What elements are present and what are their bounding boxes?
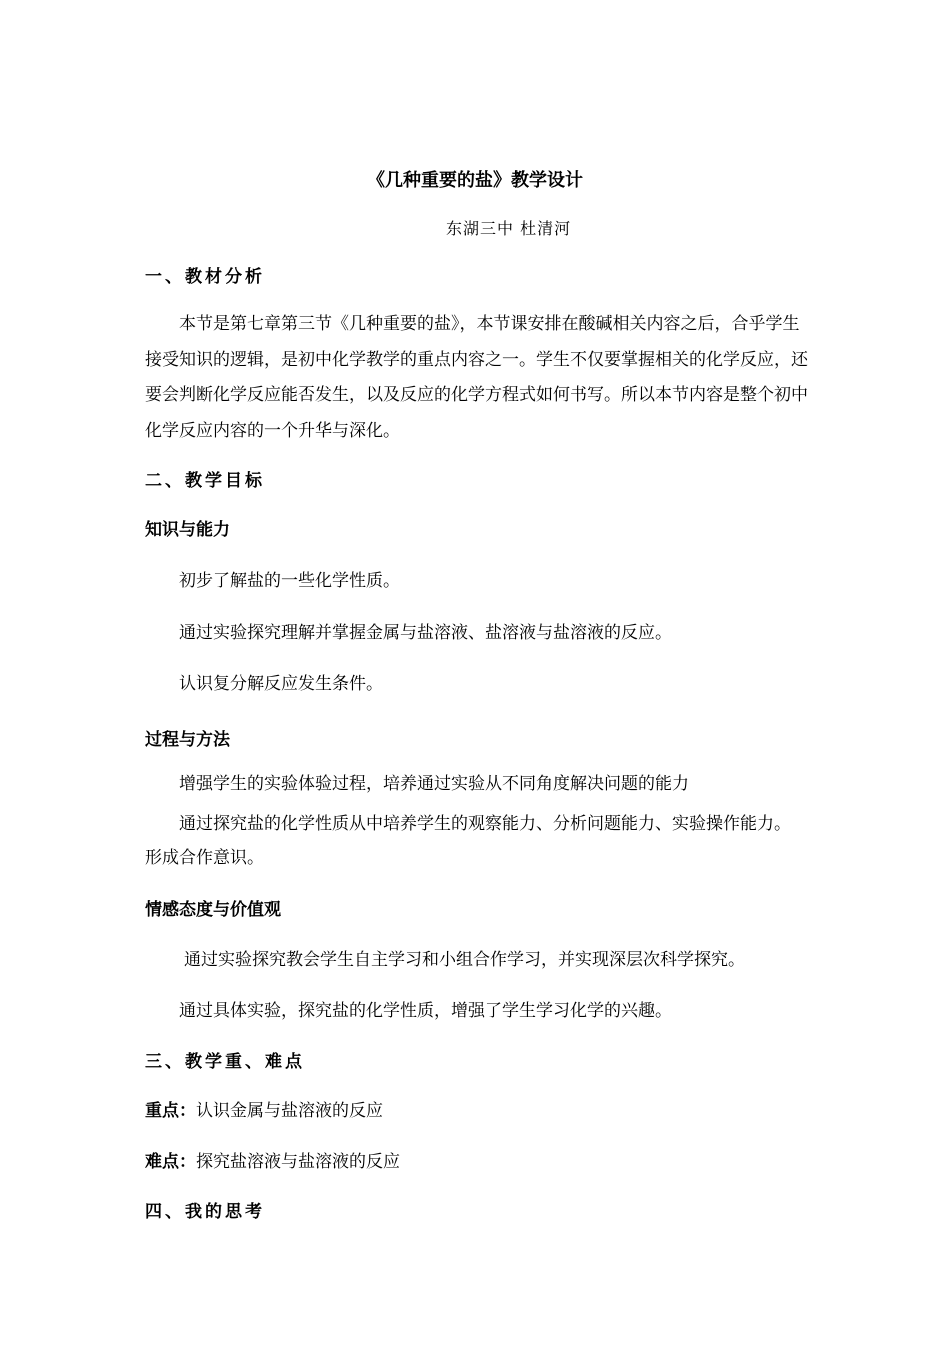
subheading-emotion: 情感态度与价值观 xyxy=(145,900,281,920)
section-heading-reflection: 四、我的思考 xyxy=(145,1202,265,1222)
knowledge-item-1: 初步了解盐的一些化学性质。 xyxy=(179,571,400,591)
emotion-item-1: 通过实验探究教会学生自主学习和小组合作学习，并实现深层次科学探究。 xyxy=(184,950,745,970)
knowledge-item-2: 通过实验探究理解并掌握金属与盐溶液、盐溶液与盐溶液的反应。 xyxy=(179,623,672,643)
section-heading-key-points: 三、教学重、难点 xyxy=(145,1052,305,1072)
process-item-1: 增强学生的实验体验过程，培养通过实验从不同角度解决问题的能力 xyxy=(179,774,689,794)
knowledge-item-3: 认识复分解反应发生条件。 xyxy=(179,674,383,694)
analysis-paragraph: 本节是第七章第三节《几种重要的盐》，本节课安排在酸碱相关内容之后，合乎学生接受知识的逻辑，是初中化学教学的重点内容之一。学生不仅要掌握相关的化学反应，还要会判断化学反应能否发生，以及反应的化学方程式如何书写。所以本节内容是整个初中化学反应内容的一个升华与深化。 xyxy=(145,314,808,441)
difficulty-label: 难点： xyxy=(145,1152,196,1172)
difficulty-line xyxy=(145,1151,400,1173)
subheading-knowledge: 知识与能力 xyxy=(145,520,230,540)
process-item-2: 通过探究盐的化学性质从中培养学生的观察能力、分析问题能力、实验操作能力。 xyxy=(179,814,791,834)
key-point-label: 重点： xyxy=(145,1101,196,1121)
key-point-line xyxy=(145,1100,383,1122)
section-heading-analysis: 一、教材分析 xyxy=(145,267,265,287)
author-line: 东湖三中 杜清河 xyxy=(446,219,572,238)
section-heading-objectives: 二、教学目标 xyxy=(145,471,265,491)
emotion-item-2: 通过具体实验，探究盐的化学性质，增强了学生学习化学的兴趣。 xyxy=(179,1001,672,1021)
key-point-text: 认识金属与盐溶液的反应 xyxy=(196,1101,383,1121)
process-item-2-continuation: 形成合作意识。 xyxy=(145,848,264,868)
subheading-process: 过程与方法 xyxy=(145,730,230,750)
difficulty-text: 探究盐溶液与盐溶液的反应 xyxy=(196,1152,400,1172)
document-title: 《几种重要的盐》教学设计 xyxy=(367,170,583,191)
